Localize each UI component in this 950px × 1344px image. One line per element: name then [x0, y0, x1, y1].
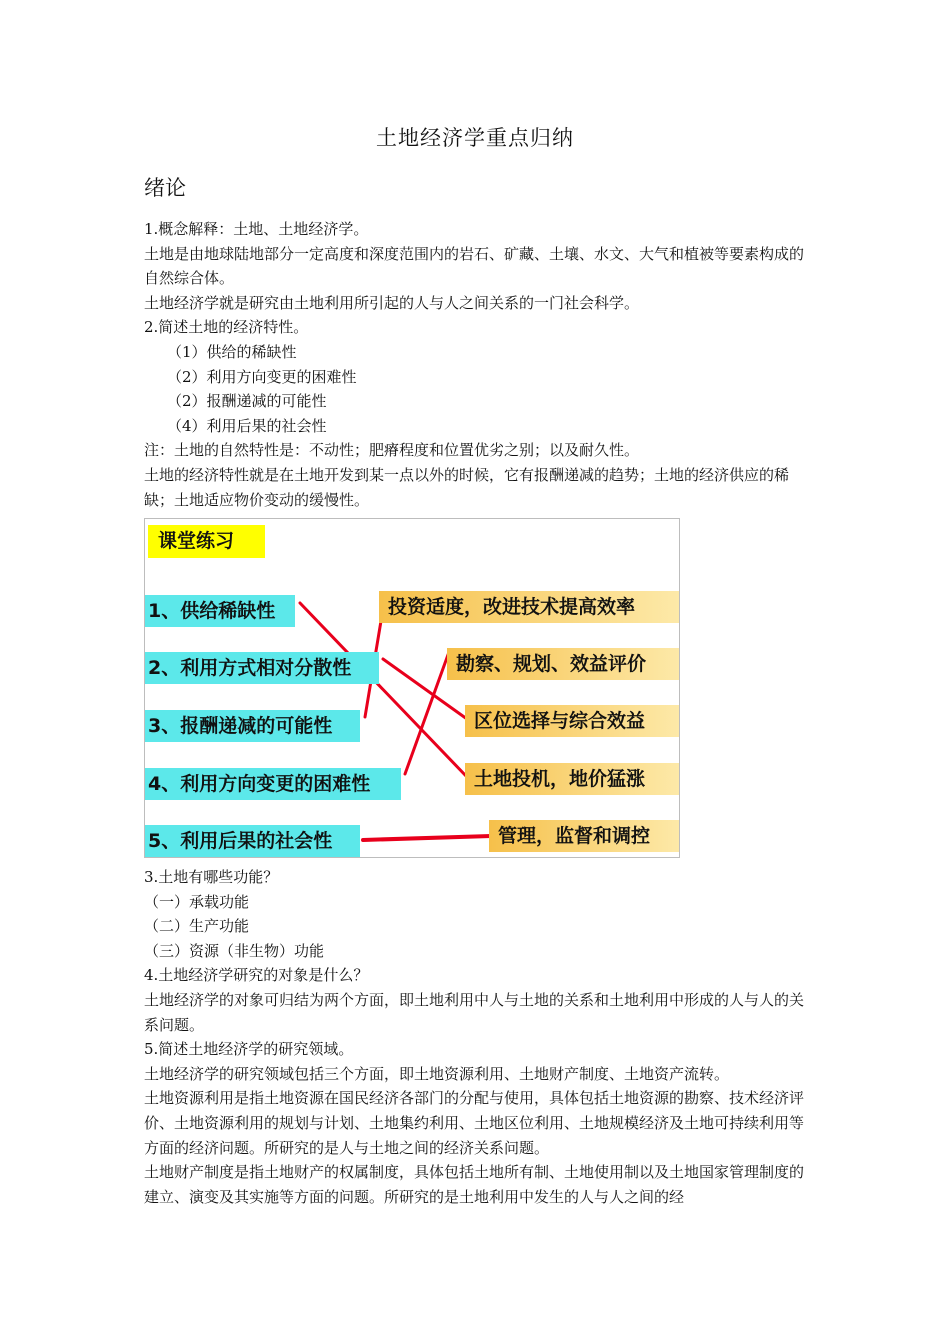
left-item-3: 3、报酬递减的可能性: [145, 710, 360, 742]
text-block-intro: [144, 217, 812, 512]
right-item-3: 区位选择与综合效益: [465, 705, 679, 737]
list-item: （4）利用后果的社会性: [167, 416, 327, 435]
match-line-1-to-4: [300, 603, 467, 777]
question-4-heading: 4.土地经济学研究的对象是什么？: [144, 966, 369, 985]
land-resource-use-text: 土地资源利用是指土地资源在国民经济各部门的分配与使用，具体包括土地资源的勘察、技术经济评价、土地资源利用的规划与计划、土地集约利用、土地区位利用、土地规模经济及土地可持续利用等方面的经济问题。所研究的是人与土地之间的经济关系问题。: [144, 1089, 805, 1157]
question-5-heading: 5.简述土地经济学的研究领域。: [144, 1040, 354, 1059]
list-item: （1）供给的稀缺性: [167, 342, 297, 361]
left-item-1: 1、供给稀缺性: [145, 595, 295, 627]
right-item-4: 土地投机，地价猛涨: [465, 763, 679, 795]
list-item: （一）承载功能: [144, 892, 250, 911]
list-item: （三）资源（非生物）功能: [144, 941, 325, 960]
right-item-5: 管理，监督和调控: [489, 820, 679, 852]
list-item: （2）报酬递减的可能性: [167, 392, 327, 411]
left-item-2: 2、利用方式相对分散性: [145, 652, 379, 684]
land-property-system-text: 土地财产制度是指土地财产的权属制度，具体包括土地所有制、土地使用制以及土地国家管理制度的建立、演变及其实施等方面的问题。所研究的是土地利用中发生的人与人之间的经: [144, 1163, 805, 1206]
match-line-4-to-2: [405, 652, 449, 774]
note-text: 注：土地的自然特性是：不动性；肥瘠程度和位置优劣之别；以及耐久性。: [144, 441, 640, 460]
right-item-1: 投资适度，改进技术提高效率: [379, 591, 679, 623]
section-heading: 绪论: [144, 176, 186, 200]
question-4-answer: 土地经济学的对象可归结为两个方面，即土地利用中人与土地的关系和土地利用中形成的人与人的关系问题。: [144, 990, 805, 1034]
land-definition: 土地是由地球陆地部分一定高度和深度范围内的岩石、矿藏、土壤、水文、大气和植被等要素构成的自然综合体。: [144, 244, 805, 288]
document-title: 土地经济学重点归纳: [376, 126, 574, 150]
research-areas-text: 土地经济学的研究领域包括三个方面，即土地资源利用、土地财产制度、土地资产流转。: [144, 1064, 730, 1083]
left-item-5: 5、利用后果的社会性: [145, 825, 360, 857]
economic-traits-text: 土地的经济特性就是在土地开发到某一点以外的时候，它有报酬递减的趋势；土地的经济供应的稀缺；土地适应物价变动的缓慢性。: [144, 465, 790, 509]
match-line-5-to-5: [363, 836, 491, 840]
practice-title: 课堂练习: [148, 525, 265, 558]
land-economics-definition: 土地经济学就是研究由土地利用所引起的人与人之间关系的一门社会科学。: [144, 293, 640, 312]
list-item: （2）利用方向变更的困难性: [167, 367, 357, 386]
list-item: （二）生产功能: [144, 917, 250, 936]
question-2-heading: 2.简述土地的经济特性。: [144, 318, 309, 337]
question-3-heading: 3.土地有哪些功能？: [144, 868, 279, 886]
text-block-continued: [144, 865, 812, 1209]
match-lines: [145, 519, 679, 857]
right-item-2: 勘察、规划、效益评价: [447, 648, 679, 680]
left-item-4: 4、利用方向变更的困难性: [145, 768, 401, 800]
practice-figure: [144, 518, 680, 858]
question-1-heading: 1.概念解释：土地、土地经济学。: [144, 220, 369, 238]
